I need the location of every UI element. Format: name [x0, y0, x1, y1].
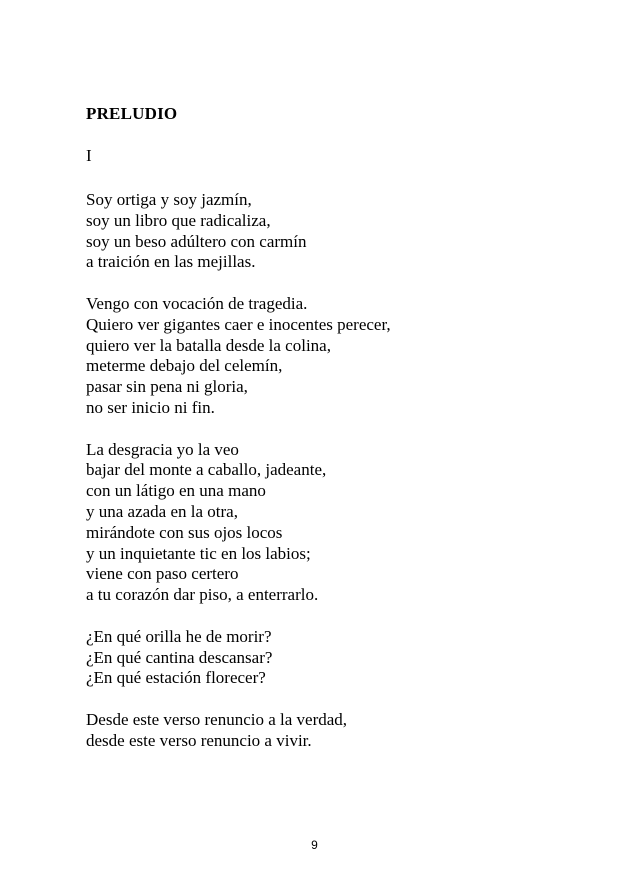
stanza-5 [86, 710, 391, 752]
page-number: 9 [311, 838, 318, 852]
verse-line: ¿En qué estación florecer? [86, 668, 266, 688]
verse-line: Quiero ver gigantes caer e inocentes perecer, [86, 314, 391, 334]
poem-body [86, 190, 391, 772]
verse-line: quiero ver la batalla desde la colina, [86, 335, 331, 355]
verse-line: a tu corazón dar piso, a enterrarlo. [86, 585, 319, 605]
stanza-1 [86, 190, 391, 273]
verse-line: desde este verso renuncio a vivir. [86, 730, 312, 750]
verse-line: a traición en las mejillas. [86, 252, 256, 272]
verse-line: bajar del monte a caballo, jadeante, [86, 460, 327, 480]
verse-line: pasar sin pena ni gloria, [86, 377, 248, 397]
verse-line: viene con paso certero [86, 564, 239, 584]
verse-line: soy un libro que radicaliza, [86, 210, 271, 230]
stanza-3 [86, 440, 391, 606]
stanza-4 [86, 627, 391, 689]
verse-line: Desde este verso renuncio a la verdad, [86, 709, 348, 729]
verse-line: La desgracia yo la veo [86, 439, 239, 459]
verse-line: mirándote con sus ojos locos [86, 522, 283, 542]
poem-heading: PRELUDIO [86, 104, 178, 123]
verse-line: soy un beso adúltero con carmín [86, 231, 307, 251]
verse-line: y un inquietante tic en los labios; [86, 543, 311, 563]
verse-line: meterme debajo del celemín, [86, 356, 283, 376]
verse-line: no ser inicio ni fin. [86, 397, 215, 417]
stanza-2 [86, 294, 391, 419]
section-number: I [86, 146, 92, 165]
verse-line: ¿En qué orilla he de morir? [86, 626, 272, 646]
verse-line: y una azada en la otra, [86, 501, 238, 521]
verse-line: Soy ortiga y soy jazmín, [86, 190, 252, 209]
verse-line: Vengo con vocación de tragedia. [86, 293, 308, 313]
verse-line: ¿En qué cantina descansar? [86, 647, 273, 667]
verse-line: con un látigo en una mano [86, 481, 266, 501]
